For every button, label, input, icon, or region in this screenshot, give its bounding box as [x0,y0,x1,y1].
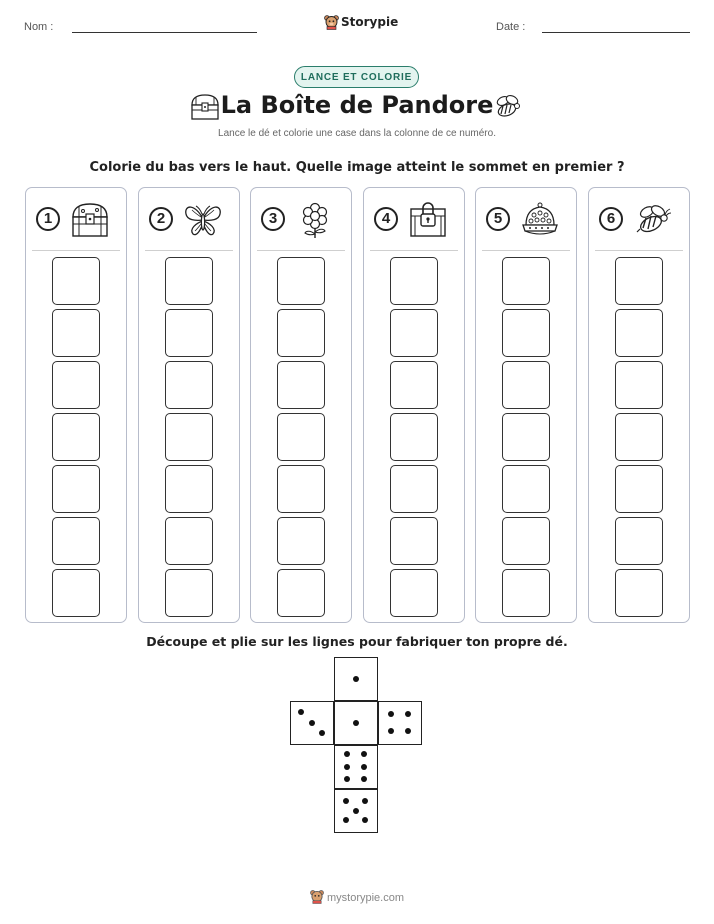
color-box[interactable] [390,257,438,305]
date-label: Date : [496,21,526,33]
butterfly-icon [183,201,223,239]
die-net [290,657,424,835]
color-box[interactable] [52,413,100,461]
die-pip [361,764,367,770]
die-pip [298,709,304,715]
color-box[interactable] [277,361,325,409]
color-box[interactable] [52,309,100,357]
column-number: 5 [486,207,510,231]
color-box[interactable] [165,309,213,357]
treasure-chest-icon [70,201,110,239]
footer-url: mystorypie.com [326,892,405,904]
die-pip [388,728,394,734]
mascot-icon [310,889,324,904]
die-pip [344,764,350,770]
color-box[interactable] [277,517,325,565]
color-box[interactable] [165,517,213,565]
color-box[interactable] [277,569,325,617]
die-pip [353,720,359,726]
column-5 [475,187,577,623]
color-box[interactable] [390,309,438,357]
color-box[interactable] [52,361,100,409]
subtitle: Lance le dé et colorie une case dans la colonne de ce numéro. [218,128,496,139]
column-number: 4 [374,207,398,231]
column-number: 6 [599,207,623,231]
column-number: 2 [149,207,173,231]
column-header [364,188,464,250]
column-divider [145,250,233,251]
die-instruction: Découpe et plie sur les lignes pour fabriquer ton propre dé. [146,634,568,649]
color-box[interactable] [615,361,663,409]
color-box[interactable] [615,309,663,357]
die-pip [309,720,315,726]
page-title: La Boîte de Pandore [220,91,494,119]
color-box[interactable] [390,413,438,461]
die-pip [344,751,350,757]
color-box[interactable] [615,465,663,513]
column-divider [595,250,683,251]
flower-icon [295,201,335,239]
die-face-5 [334,789,378,833]
die-pip [343,817,349,823]
color-box[interactable] [615,413,663,461]
column-header [476,188,576,250]
die-pip [362,798,368,804]
activity-badge: LANCE ET COLORIE [294,66,419,88]
color-box[interactable] [502,257,550,305]
die-pip [361,776,367,782]
bee-title-icon [492,93,524,121]
column-header [589,188,689,250]
brand-name: Storypie [341,15,399,29]
brand-logo [324,13,399,31]
color-box[interactable] [502,465,550,513]
locked-box-icon [408,201,448,239]
column-3 [250,187,352,623]
color-box[interactable] [502,361,550,409]
color-box[interactable] [390,361,438,409]
color-box[interactable] [165,569,213,617]
instruction-text: Colorie du bas vers le haut. Quelle image atteint le sommet en premier ? [89,160,625,175]
color-box[interactable] [390,569,438,617]
die-face-3 [290,701,334,745]
die-pip [362,817,368,823]
column-divider [482,250,570,251]
die-pip [353,676,359,682]
jewel-crown-icon [520,201,560,239]
color-box[interactable] [52,465,100,513]
color-box[interactable] [52,257,100,305]
column-header [26,188,126,250]
die-pip [361,751,367,757]
column-header [139,188,239,250]
color-box[interactable] [277,309,325,357]
color-box[interactable] [502,309,550,357]
die-pip [405,728,411,734]
column-divider [257,250,345,251]
color-box[interactable] [615,569,663,617]
die-pip [319,730,325,736]
color-box[interactable] [52,569,100,617]
date-line [542,32,690,33]
die-face-4 [378,701,422,745]
color-box[interactable] [615,517,663,565]
name-label: Nom : [24,21,54,33]
column-divider [370,250,458,251]
column-number: 3 [261,207,285,231]
name-line [72,32,257,33]
die-pip [353,808,359,814]
mascot-icon [324,14,339,30]
die-face-1 [334,701,378,745]
color-box[interactable] [390,465,438,513]
column-1 [25,187,127,623]
color-box[interactable] [277,257,325,305]
column-6 [588,187,690,623]
column-2 [138,187,240,623]
die-pip [405,711,411,717]
color-box[interactable] [277,465,325,513]
die-pip [343,798,349,804]
color-box[interactable] [52,517,100,565]
color-box[interactable] [502,413,550,461]
footer [0,889,714,904]
column-number: 1 [36,207,60,231]
die-pip [344,776,350,782]
die-face-6 [334,745,378,789]
die-face-1 [334,657,378,701]
color-box[interactable] [165,361,213,409]
column-header [251,188,351,250]
color-box[interactable] [165,413,213,461]
color-box[interactable] [390,517,438,565]
color-box[interactable] [615,257,663,305]
column-4 [363,187,465,623]
color-box[interactable] [165,257,213,305]
color-box[interactable] [502,569,550,617]
color-box[interactable] [165,465,213,513]
die-pip [388,711,394,717]
bee-icon [633,201,673,239]
color-box[interactable] [502,517,550,565]
color-box[interactable] [277,413,325,461]
column-divider [32,250,120,251]
